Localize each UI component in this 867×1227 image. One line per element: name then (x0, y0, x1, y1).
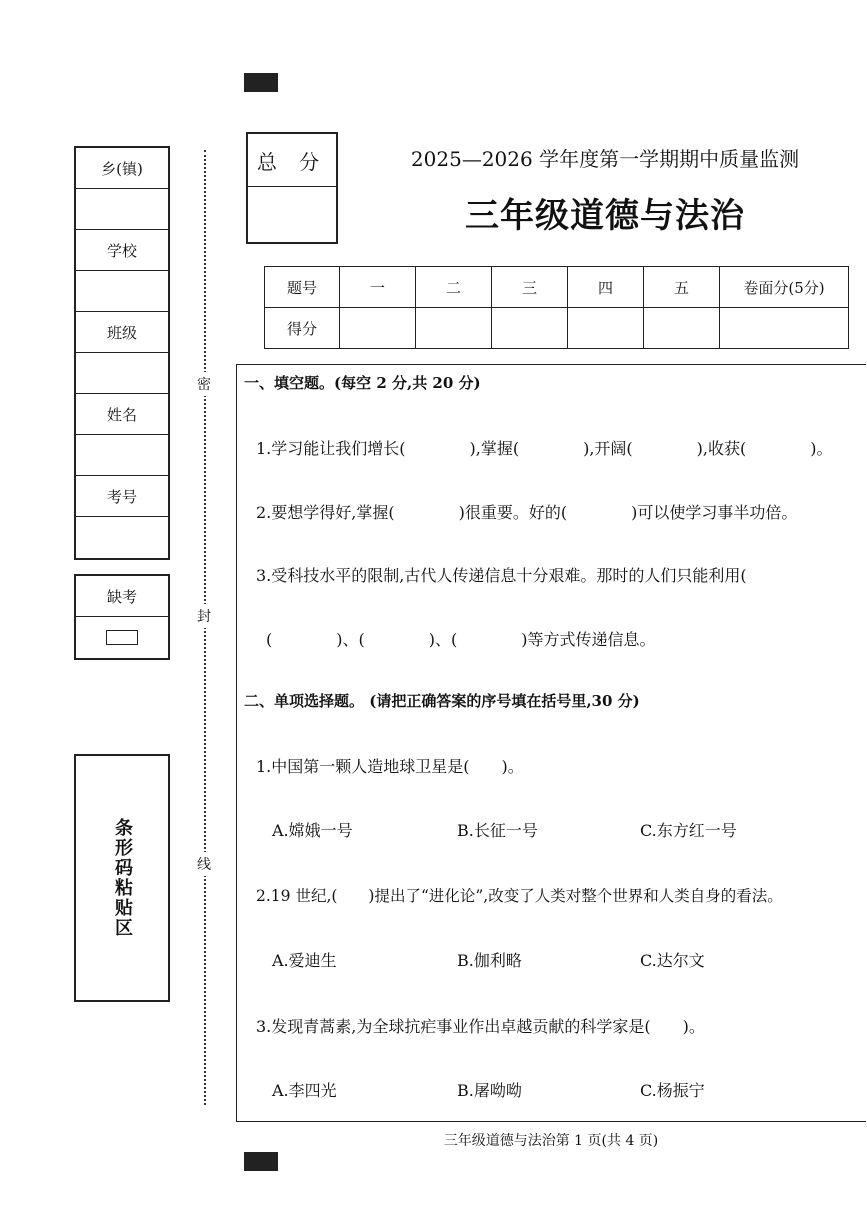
score-table-cell (568, 308, 644, 349)
score-table-cell: 卷面分(5分) (720, 267, 849, 308)
section1-heading: 一、填空题。(每空 2 分,共 20 分) (244, 374, 481, 392)
score-table-cell: 五 (644, 267, 720, 308)
seal-char-xian: 线 (196, 852, 212, 876)
absent-checkbox-cell (76, 617, 168, 658)
exam-subtitle: 2025—2026 学年度第一学期期中质量监测 (410, 147, 800, 171)
seal-char-mi: 密 (196, 372, 212, 396)
score-table-cell (720, 308, 849, 349)
score-table-cell: 得分 (265, 308, 340, 349)
info-field-school (76, 271, 168, 312)
section2-question-2: 2.19 世纪,( )提出了“进化论”,改变了人类对整个世界和人类自身的看法。 (256, 887, 783, 905)
info-label-name: 姓名 (76, 394, 168, 435)
score-table-cell (340, 308, 416, 349)
total-score-label: 总 分 (248, 134, 336, 187)
absent-box (74, 574, 170, 660)
score-table-cell: 二 (416, 267, 492, 308)
registration-mark-bottom (244, 1152, 278, 1171)
section2-q3-option-b: B.屠呦呦 (457, 1081, 522, 1100)
barcode-area (74, 754, 170, 1002)
section2-question-1: 1.中国第一颗人造地球卫星是( )。 (256, 757, 524, 776)
info-label-class: 班级 (76, 312, 168, 353)
absent-label: 缺考 (76, 576, 168, 617)
score-table-cell: 题号 (265, 267, 340, 308)
barcode-label: 条形码粘贴区 (112, 818, 133, 938)
score-table-cell: 一 (340, 267, 416, 308)
exam-title: 三年级道德与法治 (465, 196, 745, 236)
info-label-school: 学校 (76, 230, 168, 271)
absent-checkbox (106, 630, 138, 645)
score-table-cell (644, 308, 720, 349)
section2-q2-option-a: A.爱迪生 (272, 951, 337, 970)
question-frame (236, 364, 866, 1122)
score-table-cell: 三 (492, 267, 568, 308)
info-label-exam-number: 考号 (76, 476, 168, 517)
section2-heading: 二、单项选择题。 (请把正确答案的序号填在括号里,30 分) (244, 692, 640, 710)
section1-question-1: 1.学习能让我们增长( ),掌握( ),开阔( ),收获( )。 (256, 439, 833, 458)
section2-q3-option-c: C.杨振宁 (640, 1081, 705, 1100)
seal-char-feng: 封 (196, 604, 212, 628)
section1-question-2: 2.要想学得好,掌握( )很重要。好的( )可以使学习事半功倍。 (256, 503, 798, 522)
section2-question-3: 3.发现青蒿素,为全球抗疟事业作出卓越贡献的科学家是( )。 (256, 1017, 705, 1036)
score-table-header-row (265, 267, 849, 308)
score-table (264, 266, 849, 349)
info-field-class (76, 353, 168, 394)
score-table-cell: 四 (568, 267, 644, 308)
info-field-exam-number (76, 517, 168, 558)
section2-q1-option-b: B.长征一号 (457, 821, 538, 840)
section2-q3-option-a: A.李四光 (272, 1081, 337, 1100)
section2-q2-option-b: B.伽利略 (457, 951, 522, 970)
info-field-name (76, 435, 168, 476)
score-table-score-row (265, 308, 849, 349)
page-footer: 三年级道德与法治第 1 页(共 4 页) (443, 1133, 659, 1149)
registration-mark-top (244, 73, 278, 92)
section2-q1-option-a: A.嫦娥一号 (272, 821, 353, 840)
student-info-box (74, 146, 170, 560)
info-label-town: 乡(镇) (76, 148, 168, 189)
score-table-cell (416, 308, 492, 349)
section1-question-3a: 3.受科技水平的限制,古代人传递信息十分艰难。那时的人们只能利用( (256, 566, 747, 585)
section2-q1-option-c: C.东方红一号 (640, 821, 737, 840)
section1-question-3b: ( )、( )、( )等方式传递信息。 (266, 630, 656, 649)
total-score-box (246, 132, 338, 244)
info-field-town (76, 189, 168, 230)
score-table-cell (492, 308, 568, 349)
section2-q2-option-c: C.达尔文 (640, 951, 705, 970)
